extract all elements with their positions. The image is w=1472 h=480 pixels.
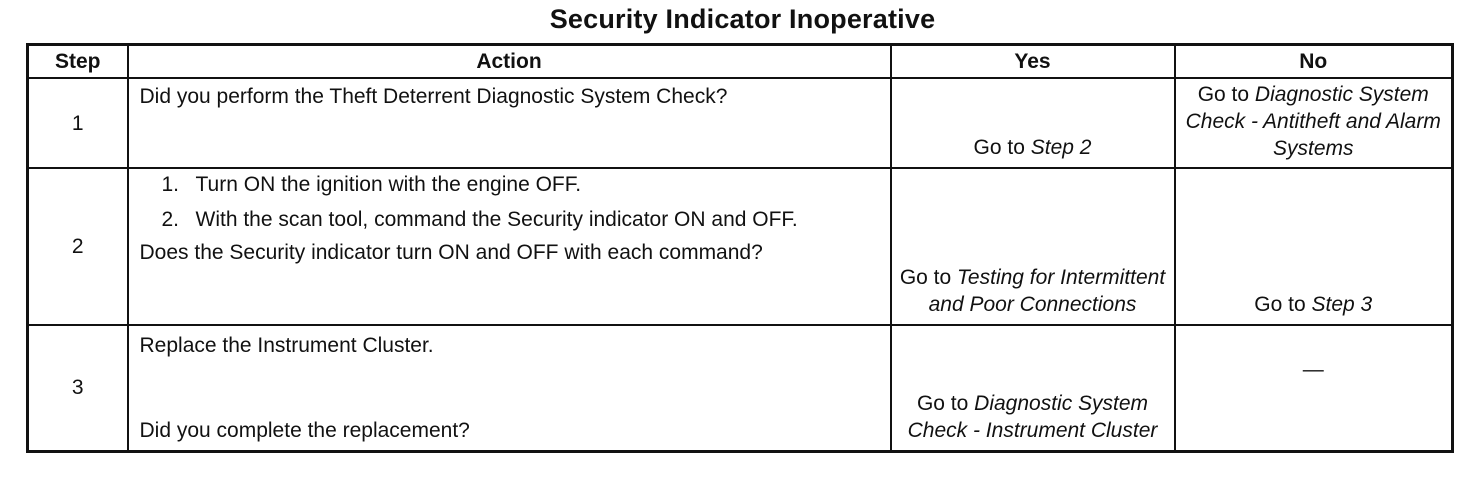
yes-prefix: Go to [916,391,969,415]
step-number: 2 [28,168,128,325]
substep-item [161,171,890,198]
yes-prefix: Go to [899,266,952,289]
table-header-row [28,45,1453,79]
no-prefix: Go to [1254,293,1306,316]
action-cell [128,78,891,168]
action-cell [128,325,891,451]
no-cell [1175,78,1453,168]
substep-number: 2. [161,208,180,231]
yes-cell [891,78,1175,168]
yes-link[interactable]: Diagnostic System Check - Instrument Cluster [907,391,1158,442]
no-link[interactable]: Step 3 [1311,293,1373,316]
action-question: Does the Security indicator turn ON and OFF with each command? [139,241,763,264]
substep-text: With the scan tool, command the Security indicator ON and OFF. [195,208,798,231]
substep-item [161,206,890,233]
no-cell [1175,168,1453,325]
action-question: Did you complete the replacement? [139,418,470,442]
yes-link[interactable]: Testing for Intermittent and Poor Connections [928,266,1166,316]
table-row [28,325,1453,451]
yes-link[interactable]: Step 2 [1030,136,1092,159]
header-yes: Yes [891,45,1175,79]
yes-cell [891,168,1175,325]
no-prefix: Go to [1197,83,1250,106]
step-number: 1 [28,78,128,168]
table-row [28,78,1453,168]
header-step: Step [28,45,128,79]
substep-list [140,171,890,233]
substep-number: 1. [161,173,180,196]
action-cell [128,168,891,325]
action-text: Replace the Instrument Cluster. [139,334,434,357]
substep-text: Turn ON the ignition with the engine OFF. [195,173,582,196]
header-no: No [1175,45,1453,79]
no-link[interactable]: Diagnostic System Check - Antitheft and Alarm Systems [1185,83,1441,160]
diagnostic-table [26,43,1454,453]
table-row [28,168,1453,325]
no-value: — [1302,358,1324,382]
header-action: Action [128,45,891,79]
no-cell [1175,325,1453,451]
action-text: Did you perform the Theft Deterrent Diagnostic System Check? [139,85,728,108]
yes-prefix: Go to [973,136,1025,159]
step-number: 3 [28,325,128,451]
document-title: Security Indicator Inoperative [549,4,936,34]
yes-cell [891,325,1175,451]
